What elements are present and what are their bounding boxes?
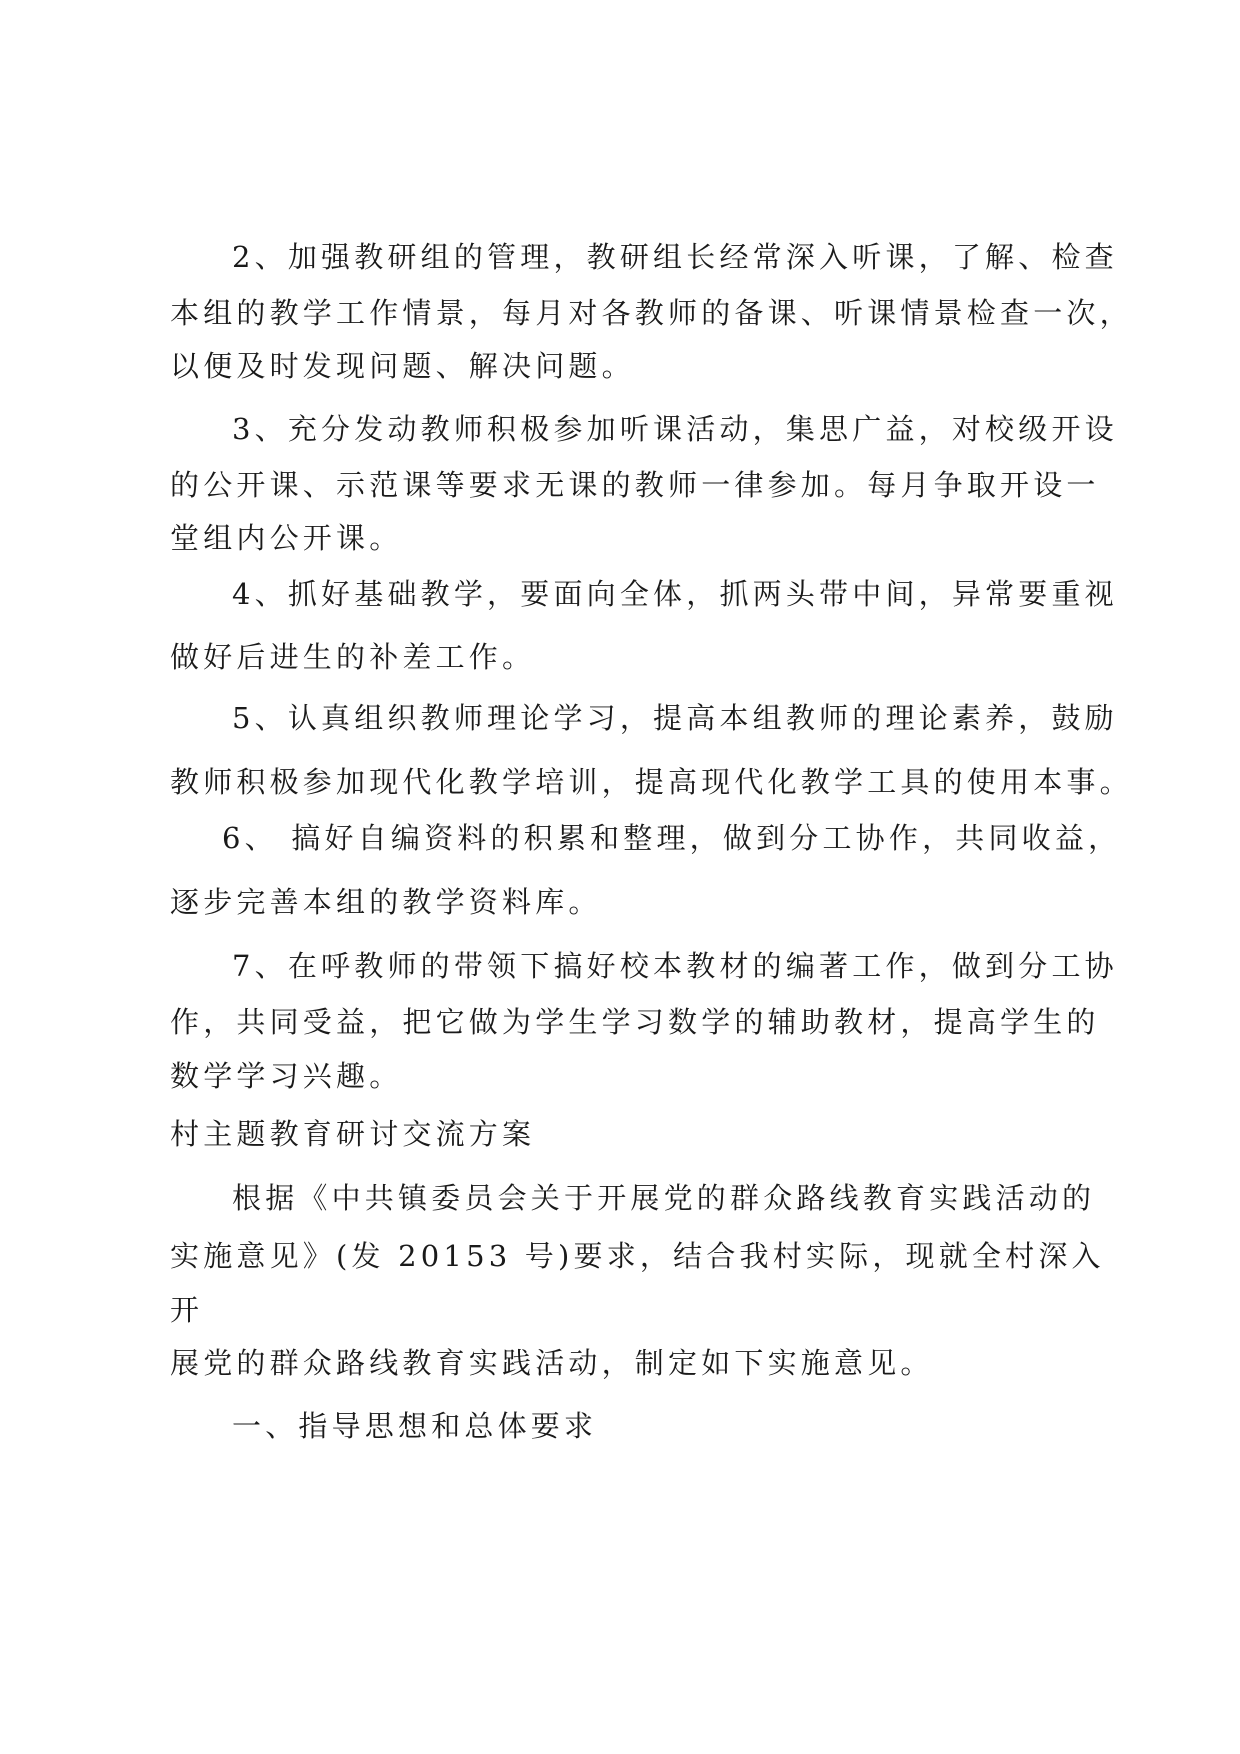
heading-guiding-principles: 一、指导思想和总体要求 [232,1409,598,1443]
paragraph-2-line-1: 2、加强教研组的管理，教研组长经常深入听课，了解、检查 [232,240,1118,274]
section-title: 村主题教育研讨交流方案 [170,1117,536,1151]
paragraph-3-line-2: 的公开课、示范课等要求无课的教师一律参加。每月争取开设一 [170,468,1100,502]
paragraph-6-line-1: 6、 搞好自编资料的积累和整理，做到分工协作，共同收益， [222,821,1122,855]
intro-line-3: 开 [170,1293,204,1327]
paragraph-4-line-2: 做好后进生的补差工作。 [170,640,536,674]
paragraph-7-line-3: 数学学习兴趣。 [170,1059,403,1093]
paragraph-5-line-2: 教师积极参加现代化教学培训，提高现代化教学工具的使用本事。 [170,765,1133,799]
paragraph-7-line-2: 作，共同受益，把它做为学生学习数学的辅助教材，提高学生的 [170,1005,1100,1039]
paragraph-3-line-3: 堂组内公开课。 [170,521,403,555]
paragraph-2-line-2: 本组的教学工作情景，每月对各教师的备课、听课情景检查一次， [170,296,1133,330]
paragraph-5-line-1: 5、认真组织教师理论学习，提高本组教师的理论素养，鼓励 [232,701,1118,735]
intro-line-2: 实施意见》(发 20153 号)要求，结合我村实际，现就全村深入 [170,1239,1105,1273]
paragraph-6-line-2: 逐步完善本组的教学资料库。 [170,885,602,919]
paragraph-4-line-1: 4、抓好基础教学，要面向全体，抓两头带中间，异常要重视 [232,577,1118,611]
intro-line-1: 根据《中共镇委员会关于开展党的群众路线教育实践活动的 [232,1181,1096,1215]
intro-line-4: 展党的群众路线教育实践活动，制定如下实施意见。 [170,1346,934,1380]
paragraph-7-line-1: 7、在呼教师的带领下搞好校本教材的编著工作，做到分工协 [232,949,1118,983]
paragraph-2-line-3: 以便及时发现问题、解决问题。 [170,349,635,383]
paragraph-3-line-1: 3、充分发动教师积极参加听课活动，集思广益，对校级开设 [232,412,1118,446]
